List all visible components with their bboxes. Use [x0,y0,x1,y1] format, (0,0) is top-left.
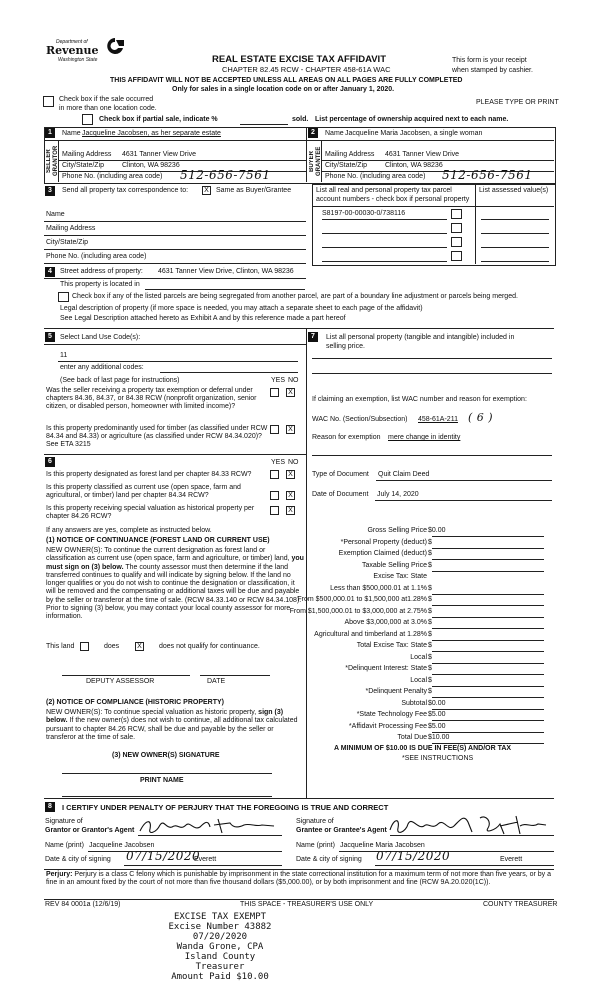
tax-row-value[interactable]: $ [428,619,432,626]
tax-row-label: *Delinquent Interest: State [345,665,427,672]
sold-label: sold. [292,116,309,123]
tax-row-underline [432,548,544,549]
seller-name[interactable]: Jacqueline Jacobsen, as her separate estate [82,130,221,137]
tax-row-label: Total Excise Tax: State [356,642,427,649]
continuance-title: (1) NOTICE OF CONTINUANCE (FOREST LAND OR CURRENT USE) [46,537,270,544]
tax-row-underline [432,686,544,687]
compliance-title: (2) NOTICE OF COMPLIANCE (HISTORIC PROPERTY) [46,699,224,706]
parcel-header-2: account numbers - check box if personal property [316,196,470,203]
grantee-sig-of: Signature of [296,818,334,825]
tax-row-label: Local [410,677,427,684]
send-correspondence-label: Send all property tax correspondence to: [62,187,189,194]
s5-q1-no[interactable]: X [286,388,295,397]
tax-row-label: Local [410,654,427,661]
parcel-personal-checkbox-2[interactable] [451,223,462,233]
parcel-personal-checkbox-3[interactable] [451,237,462,247]
new-owner-signature-label: (3) NEW OWNER(S) SIGNATURE [112,752,220,759]
street-label: Street address of property: [60,268,143,275]
section-7-number: 7 [308,332,318,342]
corr-phone-label: Phone No. (including area code) [46,253,147,260]
tax-row-label: Excise Tax: State [373,573,427,580]
stamp-line-6: Amount Paid $10.00 [171,972,269,982]
tax-row-label: Above $3,000,000 at 3.0% [344,619,427,626]
tax-row-underline [432,674,544,675]
grantee-sign-city[interactable]: Everett [500,856,523,863]
tax-row-value[interactable]: $ [428,688,432,695]
s5-q2-yes[interactable] [270,425,279,434]
tax-row-underline [432,651,544,652]
corr-name-label: Name [46,211,65,218]
personal-property-label-2: selling price. [326,343,365,350]
located-label: This property is located in [60,281,140,288]
does-label: does [104,643,120,650]
grantor-signature[interactable] [138,815,278,837]
s6-q3: Is this property receiving special valuation as historical property per chapter 84.26 RCW? [46,505,255,521]
print-name-label: PRINT NAME [140,777,184,784]
corr-city-label: City/State/Zip [46,239,89,246]
section-5-number: 5 [45,332,55,342]
seller-name-label: Name [62,130,81,137]
reason-label: Reason for exemption [312,434,381,441]
compliance-text: NEW OWNER(S): To continue special valuation as historic property, sign (3) below. If the new owner(s) does not wish to continue, all additional tax calculated pursuant to chapter 84.26 RCW, shall be due and payable by the seller or transferor at the time of sale. [46,709,298,741]
does-not-label: does not qualify for continuance. [159,643,260,650]
grantor-sign-date[interactable]: 07/15/2020 [126,849,201,863]
s6-q3-yes[interactable] [270,506,279,515]
multi-location-label-1: Check box if the sale occurred [59,96,154,103]
grantor-sign-city[interactable]: Everett [194,856,217,863]
stamp-line-3: 07/20/2020 [192,932,248,942]
tax-row-label: *Affidavit Processing Fee [348,723,427,730]
seller-city-label: City/State/Zip [62,162,105,169]
dept-name: Revenue [46,44,99,57]
tax-row-label: Exemption Claimed (deduct) [338,550,427,557]
buyer-name[interactable]: Jacqueline Maria Jacobsen, a single woman [345,130,483,137]
tax-row-value[interactable]: $5.00 [428,711,446,718]
revenue-logo [46,38,128,66]
grantor-agent-label: Grantor or Grantor's Agent [45,827,135,834]
date-label: DATE [207,678,226,685]
continuance-text: NEW OWNER(S): To continue the current designation as forest land or classification as current use (open space, farm and agriculture, or timber) land, you must sign on (3) below. The county assessor must then determine if the land transferred continues to qualify and will indicate by signing below. If the land no longer qualifies or you do not wish to continue the designation or classification, it will be removed and the compensating or additional taxes will be due and payable by the seller or transferor at the time of sale. (RCW 84.33.140 or RCW 84.34.108). Prior to signing (3) below, you may contact your local county assessor for more information. [46,547,304,620]
tax-row-value[interactable]: $ [428,562,432,569]
section-2-number: 2 [308,128,318,138]
tax-row-underline [432,559,544,560]
form-title: REAL ESTATE EXCISE TAX AFFIDAVIT [212,54,387,65]
tax-row-value[interactable]: $ [428,654,432,661]
minimum-due-note: A MINIMUM OF $10.00 IS DUE IN FEE(S) AND/OR TAX [334,745,512,752]
tax-row-label: *Delinquent Penalty [365,688,427,695]
s6-q1-no[interactable]: X [286,470,295,479]
s6-q3-no[interactable]: X [286,506,295,515]
tax-row-underline [432,594,544,595]
street-address[interactable]: 4631 Tanner View Drive, Clinton, WA 98236 [158,268,294,275]
treasurer-stamp [160,912,280,982]
doc-type-label: Type of Document [312,471,369,478]
tax-row-label: Less than $500,000.01 at 1.1% [330,585,427,592]
tax-row-label: *State Technology Fee [356,711,427,718]
grantee-print-name[interactable]: Jacqueline Maria Jacobsen [340,842,425,849]
grantor-sig-of: Signature of [45,818,83,825]
tax-row-underline [432,743,544,744]
s5-yes-header: YES [271,377,286,384]
tax-row-value[interactable]: $0.00 [428,700,446,707]
grantee-agent-label: Grantee or Grantee's Agent [296,827,387,834]
parcel-header-1: List all real and personal property tax parcel [316,187,452,194]
wac-number[interactable]: 458-61A-211 [418,416,458,423]
dept-state: Washington State [58,57,98,63]
tax-row-underline [432,663,544,664]
section-1-number: 1 [45,128,55,138]
seller-addr-label: Mailing Address [62,151,112,158]
tax-row-value[interactable]: $10.00 [428,734,450,741]
tax-row-label: From $500,000.01 to $1,500,000 at1.28% [297,596,427,603]
tax-row-label: From $1,500,000.01 to $3,000,000 at 2.75% [289,608,427,615]
s5-no-header: NO [288,377,299,384]
if-yes-note: If any answers are yes, complete as instructed below. [46,527,212,534]
grantor-date-label: Date & city of signing [45,856,111,863]
land-does-not-checkbox[interactable]: X [135,642,144,651]
section-3-number: 3 [45,186,55,196]
tax-row-label: Gross Selling Price [367,527,427,534]
tax-row-value[interactable]: $ [428,677,432,684]
see-instructions-note: *SEE INSTRUCTIONS [402,755,474,762]
grantee-name-label: Name (print) [296,842,335,849]
legal-desc[interactable]: See Legal Description attached hereto as Exhibit A and by this reference made a part hereof [60,315,346,322]
grantor-print-name[interactable]: Jacqueline Jacobsen [89,842,155,849]
land-does-checkbox[interactable] [80,642,89,651]
s6-no-header: NO [288,459,299,466]
warning-text: THIS AFFIDAVIT WILL NOT BE ACCEPTED UNLESS ALL AREAS ON ALL PAGES ARE FULLY COMPLETED [110,77,463,84]
s5-q2: Is this property predominantly used for timber (as classified under RCW 84.34 and 84.33) or agriculture (as classified under RCW 84.34.020)? See ETA 3215 [46,425,268,449]
county-treasurer-label: COUNTY TREASURER [483,901,558,908]
tax-row-value[interactable]: $ [428,608,432,615]
same-as-buyer-checkbox[interactable]: X [202,186,211,195]
seller-phone[interactable]: 512-656-7561 [180,168,271,182]
tax-row-value[interactable]: $0.00 [428,527,446,534]
parcel-personal-checkbox-4[interactable] [451,251,462,261]
multi-location-label-2: in more than one location code. [59,105,157,112]
stamp-line-2: Excise Number 43882 [168,922,272,932]
dept-label: Department of [56,39,88,45]
tax-row-underline [432,697,544,698]
tax-row-underline [432,617,544,618]
buyer-city[interactable]: Clinton, WA 98236 [385,162,443,169]
seller-city[interactable]: Clinton, WA 98236 [122,162,180,169]
seller-addr[interactable]: 4631 Tanner View Drive [122,151,197,158]
receipt-note-2: when stamped by cashier. [452,67,533,74]
deputy-assessor-label: DEPUTY ASSESSOR [86,678,155,685]
section-4-number: 4 [45,267,55,277]
section-8-number: 8 [45,802,55,812]
additional-codes-label: enter any additional codes: [60,364,144,371]
parcel-personal-checkbox-1[interactable] [451,209,462,219]
this-land-label: This land [46,643,75,650]
reason-value[interactable]: mere change in identity [388,434,461,441]
same-as-buyer-label: Same as Buyer/Grantee [216,187,292,194]
buyer-side-label: BUYER GRANTEE [309,146,322,176]
perjury-notice: Perjury: Perjury is a class C felony which is punishable by imprisonment in the state correctional institution for a maximum term of not more than five years, or by a fine in an amount fixed by the court of not more than five thousand dollars ($5,000.00), or by both imprisonment and fine (RCW 9A.20.020(1C)). [46,871,552,887]
exemption-note: If claiming an exemption, list WAC number and reason for exemption: [312,396,527,403]
segregated-label: Check box if any of the listed parcels are being segregated from another parcel, are part of a boundary line adjustment or parcels being merged. [72,293,518,300]
tax-row-label: Taxable Selling Price [362,562,427,569]
doc-type-value[interactable]: Quit Claim Deed [378,471,430,478]
receipt-note-1: This form is your receipt [452,57,527,64]
stamp-line-1: EXCISE TAX EXEMPT [173,912,267,922]
certify-text: I CERTIFY UNDER PENALTY OF PERJURY THAT THE FOREGOING IS TRUE AND CORRECT [62,803,389,812]
revenue-logo-icon [104,36,126,56]
s6-q1-yes[interactable] [270,470,279,479]
tax-row-value[interactable]: $ [428,631,432,638]
tax-row-value[interactable]: $ [428,539,432,546]
percentage-note: List percentage of ownership acquired next to each name. [315,116,509,123]
s6-yes-header: YES [271,459,286,466]
print-note: PLEASE TYPE OR PRINT [476,99,559,106]
s6-q2-yes[interactable] [270,491,279,500]
s5-q1: Was the seller receiving a property tax exemption or deferral under chapters 84.36, 84.37, or 84.38 RCW (nonprofit organization, senior citizen, or disabled person, homeowner with limited income)? [46,387,257,411]
doc-date-value[interactable]: July 14, 2020 [377,491,419,498]
buyer-addr[interactable]: 4631 Tanner View Drive [385,151,460,158]
partial-sale-checkbox[interactable] [82,114,93,125]
stamp-line-5: Island County Treasurer [184,952,256,972]
partial-sale-label: Check box if partial sale, indicate % [99,116,218,123]
land-use-label: Select Land Use Code(s): [60,334,141,341]
tax-row-value[interactable]: $ [428,585,432,592]
tax-row-underline [432,628,544,629]
s6-q2-no[interactable]: X [286,491,295,500]
s6-q2: Is this property classified as current use (open space, farm and agricultural, or timber) land per chapter 84.34 RCW? [46,484,241,500]
single-location-note: Only for sales in a single location code on or after January 1, 2020. [172,86,395,93]
parcel-number[interactable]: S8197-00-00030-0/738116 [322,210,406,217]
tax-row-underline [432,605,544,606]
grantee-date-label: Date & city of signing [296,856,362,863]
corr-addr-label: Mailing Address [46,225,96,232]
tax-row-underline [432,640,544,641]
tax-row-label: *Personal Property (deduct) [340,539,427,546]
tax-row-value[interactable]: $ [428,596,432,603]
section-6-number: 6 [45,457,55,467]
land-use-code[interactable]: 11 [60,352,68,359]
tax-row-value[interactable]: $ [428,550,432,557]
s6-q1: Is this property designated as forest land per chapter 84.33 RCW? [46,471,252,478]
s5-q1-yes[interactable] [270,388,279,397]
grantor-name-label: Name (print) [45,842,84,849]
s5-q2-no[interactable]: X [286,425,295,434]
tax-row-label: Subtotal [401,700,427,707]
grantee-sign-date[interactable]: 07/15/2020 [376,849,451,863]
seller-phone-label: Phone No. (including area code) [62,173,163,180]
legal-desc-label: Legal description of property (if more space is needed, you may attach a separate sheet to each page of the affidavit) [60,305,423,312]
tax-row-value[interactable]: $ [428,642,432,649]
tax-row-label: Agricultural and timberland at 1.28% [314,631,427,638]
tax-row-underline [432,571,544,572]
buyer-phone-label: Phone No. (including area code) [325,173,426,180]
doc-date-label: Date of Document [312,491,369,498]
tax-row-underline [432,709,544,710]
buyer-city-label: City/State/Zip [325,162,368,169]
buyer-phone[interactable]: 512-656-7561 [442,168,533,182]
stamp-line-4: Wanda Grone, CPA [176,942,264,952]
wac-subsection[interactable]: ( 6 ) [468,411,494,424]
form-number: REV 84 0001a (12/6/19) [45,901,121,908]
tax-row-value[interactable]: $ [428,665,432,672]
buyer-name-label: Name [325,130,344,137]
tax-row-underline [432,536,544,537]
seller-side-label: SELLER GRANTOR [46,145,59,177]
buyer-addr-label: Mailing Address [325,151,375,158]
tax-row-label: Total Due [397,734,427,741]
multi-location-checkbox[interactable] [43,96,54,107]
tax-row-value[interactable]: $5.00 [428,723,446,730]
form-subtitle: CHAPTER 82.45 RCW - CHAPTER 458-61A WAC [222,65,391,74]
segregated-checkbox[interactable] [58,292,69,302]
wac-label: WAC No. (Section/Subsection) [312,416,408,423]
see-back-note: (See back of last page for instructions) [60,377,180,384]
tax-row-underline [432,720,544,721]
tax-row-underline [432,732,544,733]
treasurer-use-note: THIS SPACE - TREASURER'S USE ONLY [240,901,374,908]
personal-property-label-1: List all personal property (tangible and intangible) included in [326,334,515,341]
assessed-header: List assessed value(s) [479,187,549,194]
